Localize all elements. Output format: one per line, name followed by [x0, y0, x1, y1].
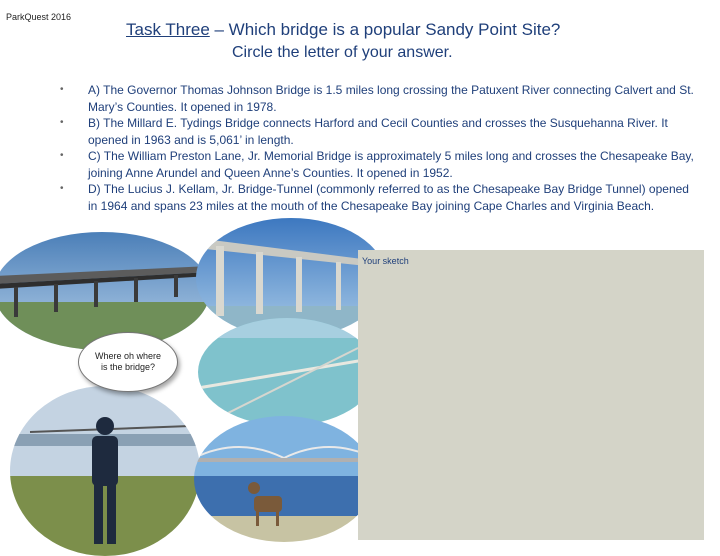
- option-c: [60, 148, 700, 181]
- ranger-photo-image: [10, 386, 200, 556]
- answer-options: [60, 82, 700, 214]
- bullet-icon: •: [60, 117, 64, 128]
- option-b-text: B) The Millard E. Tydings Bridge connects Harford and Cecil Counties and crosses the Susquehanna River. It opened in 1963 and is 5,061’ in length.: [88, 116, 668, 147]
- bridge-photo-highway: [0, 232, 210, 350]
- task-heading: [126, 20, 560, 40]
- option-a: [60, 82, 700, 115]
- bullet-icon: •: [60, 183, 64, 194]
- bridge-photo-deer-image: [194, 416, 374, 542]
- bridge-photo-highway-image: [0, 232, 210, 350]
- option-a-text: A) The Governor Thomas Johnson Bridge is 1.5 miles long crossing the Patuxent River connecting Calvert and St. Mary’s Counties. It opened in 1978.: [88, 83, 694, 114]
- bullet-icon: •: [60, 84, 64, 95]
- task-question: – Which bridge is a popular Sandy Point Site?: [209, 20, 561, 39]
- option-d-text: D) The Lucius J. Kellam, Jr. Bridge-Tunnel (commonly referred to as the Chesapeake Bay Bridge Tunnel) opened in 1964 and spans 23 miles at the mouth of the Chesapeake Bay joining Cape Charles and Virginia Beach.: [88, 182, 689, 213]
- option-b: [60, 115, 700, 148]
- task-label: Task Three: [126, 20, 210, 39]
- option-d: [60, 181, 700, 214]
- sketch-label: Your sketch: [362, 256, 409, 266]
- speech-bubble: Where oh where is the bridge?: [78, 332, 178, 392]
- bridge-photo-aerial-image: [198, 318, 376, 426]
- sketch-area[interactable]: [358, 250, 704, 540]
- ranger-photo: [10, 386, 200, 556]
- option-c-text: C) The William Preston Lane, Jr. Memorial Bridge is approximately 5 miles long and crosses the Chesapeake Bay, joining Anne Arundel and Queen Anne’s Counties. It opened in 1952.: [88, 149, 694, 180]
- parkquest-brand: ParkQuest 2016: [6, 12, 72, 22]
- bridge-photo-aerial: [198, 318, 376, 426]
- bullet-icon: •: [60, 150, 64, 161]
- bridge-photo-deer: [194, 416, 374, 542]
- task-instruction: Circle the letter of your answer.: [232, 44, 453, 61]
